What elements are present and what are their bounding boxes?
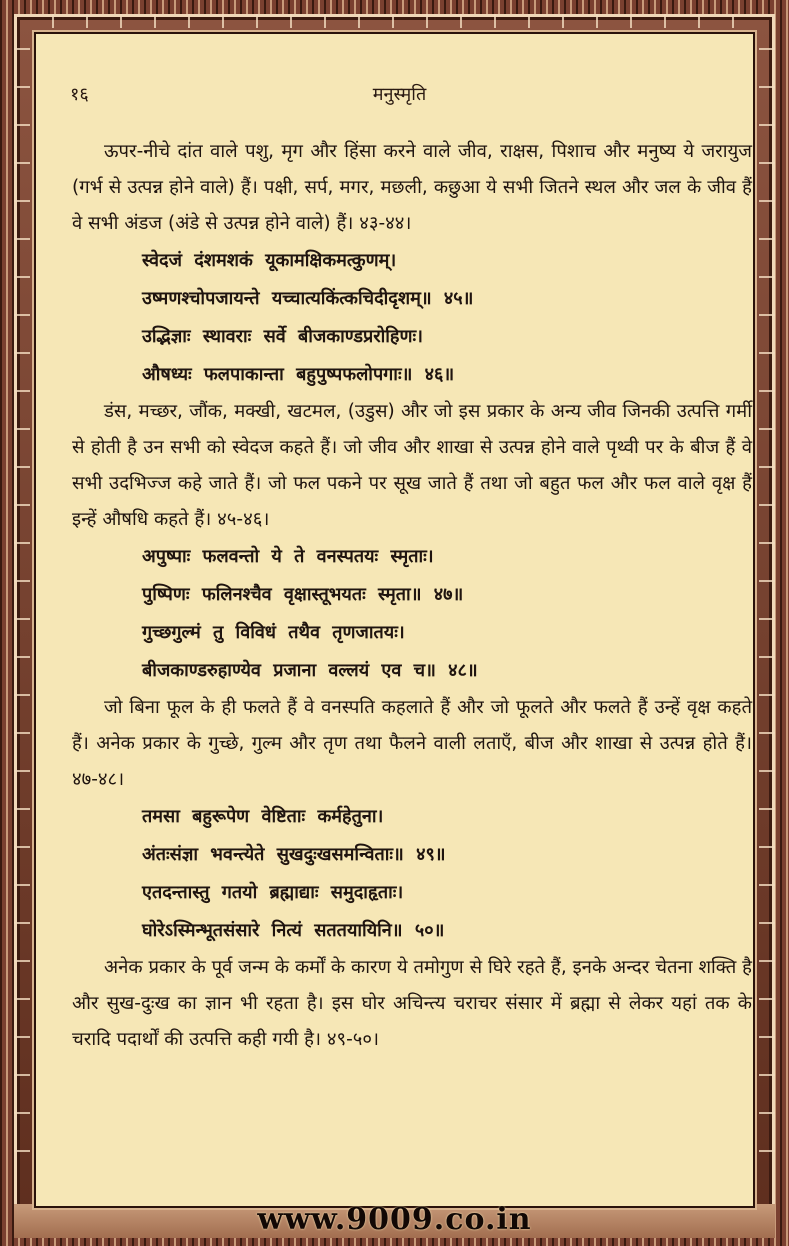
paragraph-text: डंस, मच्छर, जौंक, मक्खी, खटमल, (उडुस) और जो इस प्रकार के अन्य जीव जिनकी उत्पत्ति गर्मी से होती है उन सभी को स्वेदज कहते हैं। जो जीव और शाखा से उत्पन्न होने वाले पृथ्वी पर के बीज हैं वे सभी उदभिज्ज कहे जाते हैं। जो फल पकने पर सूख जाते हैं तथा जो बहुत फल और फल वाले वृक्ष हैं इन्हें औषधि कहते हैं। ४५-४६। (72, 401, 752, 530)
page-title: मनुस्मृति (372, 84, 427, 105)
page-content (72, 134, 752, 1058)
frame-ornament-right (759, 30, 775, 1186)
frame-ornament-top (36, 14, 753, 28)
verse-line: अंतःसंज्ञा भवन्त्येते सुखदुःखसमन्विताः॥ ४९॥ (142, 844, 446, 865)
paragraph-4 (72, 950, 752, 1058)
paragraph-text: अनेक प्रकार के पूर्व जन्म के कर्मों के कारण ये तमोगुण से घिरे रहते हैं, इनके अन्दर चेतना शक्ति है और सुख-दुःख का ज्ञान भी रहता है। इस घोर अचिन्त्य चराचर संसार में ब्रह्मा से लेकर यहां तक के चरादि पदार्थों की उत्पत्ति कही गयी है। ४९-५०। (72, 957, 752, 1050)
verse-line: उष्मणश्चोपजायन्ते यच्चात्यकिंत्कचिदीदृशम्॥ ४५॥ (142, 288, 474, 309)
paragraph-text: जो बिना फूल के ही फलते हैं वे वनस्पति कहलाते हैं और जो फूलते और फलते हैं उन्हें वृक्ष कहते हैं। अनेक प्रकार के गुच्छे, गुल्म और तृण तथा फैलने वाली लताएँ, बीज और शाखा से उत्पन्न होते हैं। ४७-४८। (72, 697, 752, 790)
website-watermark: www.9009.co.in (257, 1202, 532, 1237)
verse-block-1 (72, 242, 752, 394)
verse-line: स्वेदजं दंशमशकं यूकामक्षिकमत्कुणम्। (142, 250, 397, 271)
paragraph-text: ऊपर-नीचे दांत वाले पशु, मृग और हिंसा करने वाले जीव, राक्षस, पिशाच और मनुष्य ये जरायुज (गर्भ से उत्पन्न होने वाले) हैं। पक्षी, सर्प, मगर, मछली, कछुआ ये सभी जितने स्थल और जल के जीव हैं वे सभी अंडज (अंडे से उत्पन्न होने वाले) हैं। ४३-४४। (72, 141, 752, 234)
verse-line: अपुष्पाः फलवन्तो ये ते वनस्पतयः स्मृताः। (142, 546, 434, 567)
verse-line: गुच्छगुल्मं तु विविधं तथैव तृणजातयः। (142, 622, 405, 643)
verse-block-2 (72, 538, 752, 690)
verse-line: पुष्पिणः फलिनश्चैव वृक्षास्तूभयतः स्मृता॥ ४७॥ (142, 584, 464, 605)
verse-line: बीजकाण्डरुहाण्येव प्रजाना वल्लयं एव च॥ ४८॥ (142, 660, 478, 681)
paragraph-3 (72, 690, 752, 798)
book-page (36, 34, 753, 1206)
verse-block-3 (72, 798, 752, 950)
paragraph-1 (72, 134, 752, 242)
verse-line: उद्भिज्ञाः स्थावराः सर्वे बीजकाण्डप्ररोहिणः। (142, 326, 423, 347)
page-number: १६ (70, 84, 89, 105)
verse-line: तमसा बहुरूपेण वेष्टिताः कर्महेतुना। (142, 806, 384, 827)
page-header (70, 82, 729, 108)
frame-ornament-left (14, 30, 30, 1186)
verse-line: एतदन्तास्तु गतयो ब्रह्माद्याः समुदाहृताः। (142, 882, 404, 903)
paragraph-2 (72, 394, 752, 538)
verse-line: घोरेऽस्मिन्भूतसंसारे नित्यं सततयायिनि॥ ५०॥ (142, 920, 445, 941)
verse-line: औषध्यः फलपाकान्ता बहुपुष्पफलोपगाः॥ ४६॥ (142, 364, 455, 385)
